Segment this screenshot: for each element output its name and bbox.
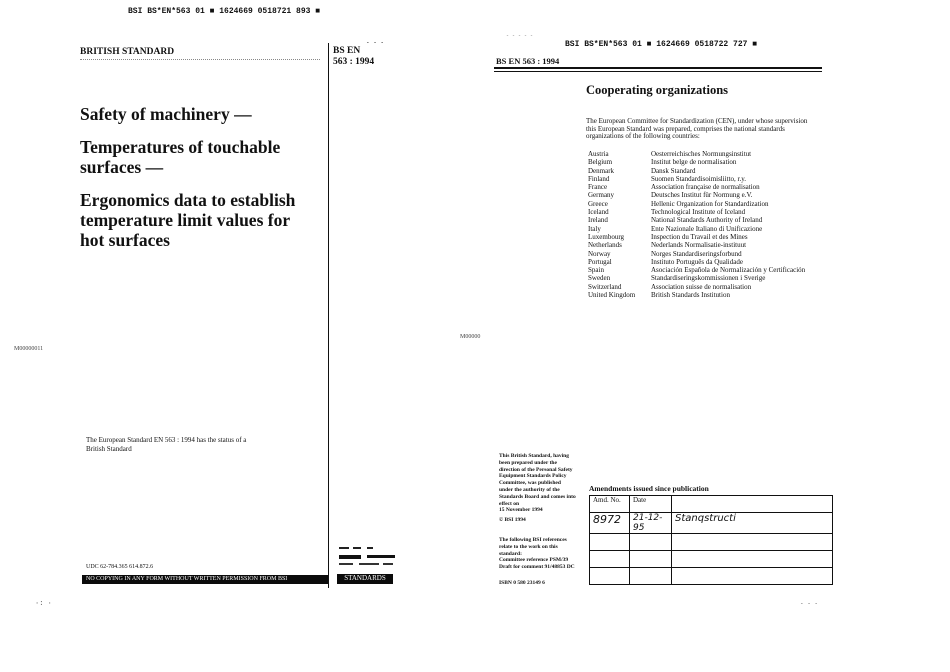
prep-line: Equipment Standards Policy xyxy=(499,473,567,480)
std-number-line2: 563 : 1994 xyxy=(333,57,375,67)
faint-top-mark: - - - - - xyxy=(506,33,534,39)
cooperating-heading: Cooperating organizations xyxy=(586,83,729,97)
right-header-code: BSI BS*EN*563 01 ■ 1624669 0518722 727 ■ xyxy=(565,40,758,49)
faint-corner-mark: - - - xyxy=(800,600,819,607)
list-item: Switzerland Association suisse de normalisation xyxy=(588,282,752,291)
right-standard-number: BS EN 563 : 1994 xyxy=(496,56,560,66)
table-row xyxy=(590,496,833,513)
intro-line-2: this European Standard was prepared, comprises the national standards xyxy=(586,124,785,133)
list-item: United Kingdom British Standards Institution xyxy=(588,291,730,300)
title-line-4: Ergonomics data to establish xyxy=(80,190,296,210)
right-margin-code: M00000 xyxy=(460,334,481,340)
scan-speck: ·: · xyxy=(35,600,52,608)
isbn: ISBN 0 580 23149 6 xyxy=(499,580,545,586)
list-item: Netherlands Nederlands Normalisatie-instituut xyxy=(588,241,747,250)
preparation-note xyxy=(499,453,576,514)
document-title xyxy=(80,104,325,250)
date-header: Date xyxy=(630,496,672,513)
intro-line-1: The European Committee for Standardization (CEN), under whose supervision xyxy=(586,117,808,125)
bsi-logo-fragment xyxy=(337,545,397,573)
title-line-5: temperature limit values for xyxy=(80,210,291,230)
status-statement xyxy=(86,436,246,454)
list-item: Iceland Technological Institute of Iceland xyxy=(588,208,746,217)
list-item: Ireland National Standards Authority of Ireland xyxy=(588,216,763,225)
header-rule-thin xyxy=(494,71,822,72)
list-item: Denmark Dansk Standard xyxy=(588,166,696,175)
prep-line: effect on xyxy=(499,500,520,507)
list-item: France Association française de normalisation xyxy=(588,183,760,192)
list-item: Belgium Institut belge de normalisation xyxy=(588,158,737,167)
list-item: Norway Norges Standardiseringsforbund xyxy=(588,249,742,258)
table-row xyxy=(590,568,833,585)
ref-line: Draft for comment 91/48853 DC xyxy=(499,564,575,571)
amendments-title: Amendments issued since publication xyxy=(589,484,709,493)
text-cell: Stanqstructi xyxy=(672,513,833,534)
vertical-divider xyxy=(328,43,329,588)
prep-line: This British Standard, having xyxy=(499,453,569,459)
intro-text xyxy=(586,118,807,141)
table-row xyxy=(590,551,833,568)
ref-line: Committee reference PSM/39 xyxy=(499,557,569,564)
ref-line: The following BSI references xyxy=(499,537,567,543)
status-line-1: The European Standard EN 563 : 1994 has the status of a xyxy=(86,436,247,444)
amendments-table xyxy=(589,495,833,585)
title-line-3: surfaces — xyxy=(80,157,164,177)
list-item: Finland Suomen Standardisoimisliitto, r.y. xyxy=(588,174,747,183)
list-item: Italy Ente Nazionale Italiano di Unificazione xyxy=(588,224,763,233)
udc-code: UDC 62-784.365 614.872.6 xyxy=(86,564,154,570)
header-rule-thick xyxy=(494,67,822,69)
faint-mark: - - - xyxy=(366,39,385,46)
prep-line: Committee, was published xyxy=(499,480,561,487)
text-header xyxy=(672,496,833,513)
series-label: BRITISH STANDARD xyxy=(80,47,175,57)
ref-line: standard: xyxy=(499,550,522,557)
organizations-list xyxy=(588,150,805,299)
list-item: Austria Oesterreichisches Normungsinstitut xyxy=(588,150,752,158)
intro-line-3: organizations of the following countries: xyxy=(586,132,700,140)
standards-label: STANDARDS xyxy=(337,574,393,584)
copyright-note: © BSI 1994 xyxy=(499,517,526,523)
list-item: Greece Hellenic Organization for Standardization xyxy=(588,199,769,208)
prep-line: been prepared under the xyxy=(499,459,557,466)
table-row xyxy=(590,534,833,551)
left-header-code: BSI BS*EN*563 01 ■ 1624669 0518721 893 ■ xyxy=(128,7,321,16)
prep-line: under the authority of the xyxy=(499,486,560,493)
title-line-6: hot surfaces xyxy=(80,230,170,250)
amd-no-cell: 8972 xyxy=(590,513,630,534)
list-item: Spain Asociación Española de Normalización y Certificación xyxy=(588,266,806,275)
amd-no-header: Amd. No. xyxy=(590,496,630,513)
title-line-1: Safety of machinery — xyxy=(80,104,252,124)
list-item: Sweden Standardiseringskommissionen i Sverige xyxy=(588,274,766,283)
std-number-line1: BS EN xyxy=(333,46,361,56)
faint-rule xyxy=(80,59,320,60)
copyright-bar: NO COPYING IN ANY FORM WITHOUT WRITTEN PERMISSION FROM BSI xyxy=(82,575,328,584)
table-row xyxy=(590,513,833,534)
list-item: Germany Deutsches Institut für Normung e.V. xyxy=(588,191,753,200)
status-line-2: British Standard xyxy=(86,445,132,453)
title-line-2: Temperatures of touchable xyxy=(80,137,281,157)
prep-line: 15 November 1994 xyxy=(499,507,543,514)
standard-number xyxy=(333,46,374,68)
list-item: Portugal Instituto Português da Qualidade xyxy=(588,257,743,266)
references-note xyxy=(499,537,575,571)
prep-line: Standards Board and comes into xyxy=(499,493,576,500)
list-item: Luxembourg Inspection du Travail et des Mines xyxy=(588,232,748,241)
left-margin-code: M00000011 xyxy=(14,346,44,352)
date-cell: 21-12-95 xyxy=(630,513,672,534)
prep-line: direction of the Personal Safety xyxy=(499,466,573,473)
ref-line: relate to the work on this xyxy=(499,543,558,550)
